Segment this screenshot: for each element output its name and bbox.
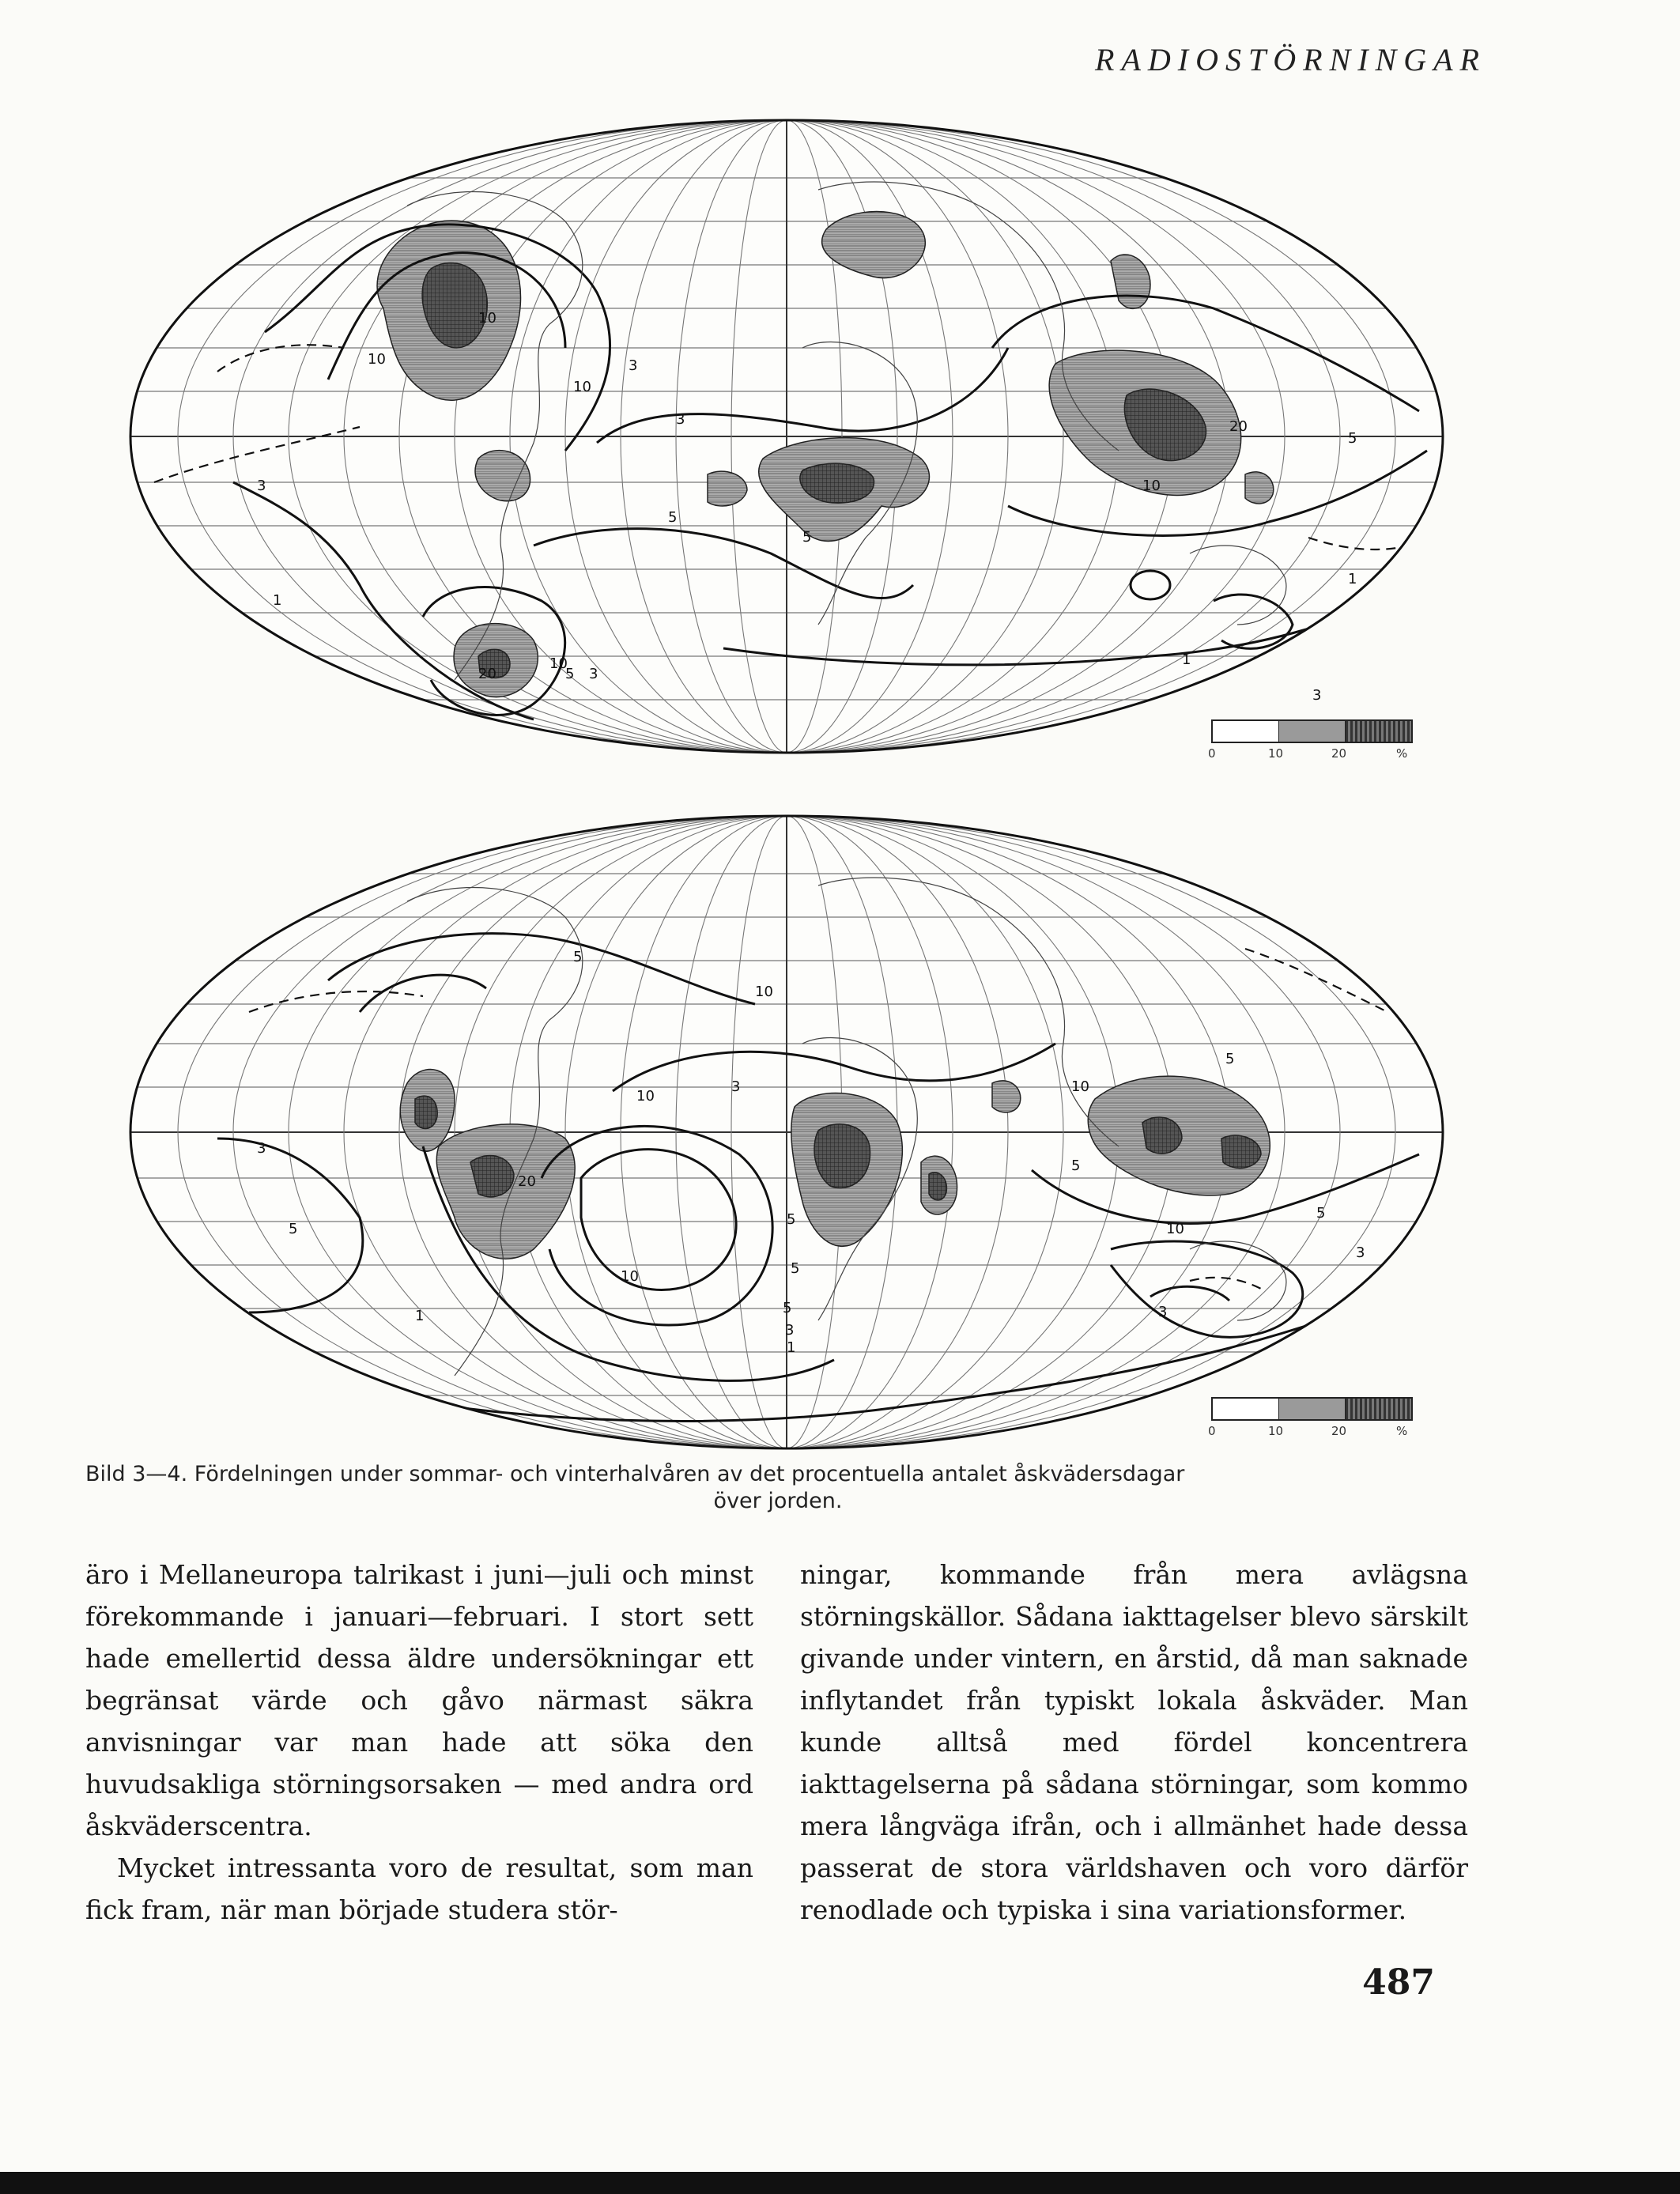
contour-label: 1 bbox=[1182, 651, 1191, 668]
contour-label: 3 bbox=[676, 411, 685, 428]
contour-label: 5 bbox=[1225, 1051, 1235, 1067]
legend-swatch-20-plus bbox=[1346, 721, 1411, 742]
scan-edge-bar bbox=[0, 2172, 1680, 2194]
contour-label: 1 bbox=[273, 592, 282, 609]
contour-label: 20 bbox=[478, 666, 496, 682]
caption-line-1: Bild 3—4. Fördelningen under sommar- och vinterhalvåren av det procentuella antalet åskvädersdagar bbox=[85, 1462, 1185, 1486]
contour-label: 5 bbox=[802, 529, 812, 546]
running-header: RADIOSTÖRNINGAR bbox=[1095, 42, 1486, 77]
body-paragraph: Mycket intressanta voro de resultat, som man fick fram, när man började studera stör- bbox=[85, 1852, 753, 1925]
legend-scale-bar bbox=[1211, 1397, 1413, 1421]
body-column-left bbox=[85, 1554, 753, 1931]
contour-label: 10 bbox=[621, 1268, 639, 1285]
contour-label: 3 bbox=[731, 1078, 741, 1095]
legend-tick: 20 bbox=[1331, 1424, 1347, 1438]
contour-label: 5 bbox=[783, 1300, 792, 1316]
legend-swatch-10-20 bbox=[1279, 1399, 1346, 1419]
contour-label: 10 bbox=[573, 379, 591, 395]
winter-thunderstorm-map bbox=[123, 806, 1451, 1455]
contour-label: 5 bbox=[573, 949, 583, 965]
contour-label: 5 bbox=[1316, 1205, 1326, 1222]
contour-label: 1 bbox=[1348, 571, 1357, 587]
contour-label: 1 bbox=[787, 1339, 796, 1356]
figure-caption bbox=[85, 1461, 1470, 1515]
contour-label: 5 bbox=[668, 509, 678, 526]
winter-map-legend bbox=[1208, 1397, 1413, 1452]
legend-tick: % bbox=[1396, 746, 1408, 761]
summer-map-svg bbox=[123, 111, 1451, 759]
legend-swatch-10-20 bbox=[1279, 721, 1346, 742]
body-paragraph: äro i Mellaneuropa talrikast i juni—juli och minst förekommande i januari—februari. I stort sett hade emellertid dessa äldre undersökningar ett begränsat värde och gåvo närmast säkra anvisningar var man hade att söka den huvudsakliga störningsorsaken — med andra ord åskväderscentra. bbox=[85, 1559, 753, 1841]
legend-tick: 0 bbox=[1208, 1424, 1216, 1438]
caption-line-2: över jorden. bbox=[713, 1489, 843, 1513]
legend-scale-bar bbox=[1211, 719, 1413, 743]
contour-label: 3 bbox=[257, 478, 266, 494]
contour-label: 3 bbox=[629, 357, 638, 374]
contour-label: 10 bbox=[368, 351, 386, 368]
contour-label: 3 bbox=[257, 1140, 266, 1157]
contour-label: 10 bbox=[1071, 1078, 1089, 1095]
summer-thunderstorm-map bbox=[123, 111, 1451, 759]
legend-tick: 10 bbox=[1268, 746, 1284, 761]
contour-label: 5 bbox=[791, 1260, 800, 1277]
legend-tick: 20 bbox=[1331, 746, 1347, 761]
contour-label: 3 bbox=[1158, 1304, 1168, 1320]
contour-label: 5 bbox=[1071, 1157, 1081, 1174]
legend-swatch-0-10 bbox=[1213, 721, 1279, 742]
contour-label: 5 bbox=[565, 666, 575, 682]
contour-label: 3 bbox=[589, 666, 598, 682]
contour-label: 20 bbox=[1229, 418, 1248, 435]
legend-tick: 10 bbox=[1268, 1424, 1284, 1438]
body-column-right bbox=[800, 1554, 1468, 1931]
contour-label: 20 bbox=[518, 1173, 536, 1190]
legend-tick: % bbox=[1396, 1424, 1408, 1438]
contour-label: 10 bbox=[1142, 478, 1161, 494]
summer-map-legend bbox=[1208, 719, 1413, 775]
contour-label: 10 bbox=[478, 310, 496, 327]
contour-label: 3 bbox=[1312, 687, 1322, 704]
legend-tick: 0 bbox=[1208, 746, 1216, 761]
winter-map-svg bbox=[123, 806, 1451, 1455]
contour-label: 10 bbox=[549, 655, 568, 672]
contour-label: 5 bbox=[289, 1221, 298, 1237]
contour-label: 10 bbox=[636, 1088, 655, 1105]
contour-label: 5 bbox=[787, 1211, 796, 1228]
contour-label: 10 bbox=[1166, 1221, 1184, 1237]
contour-label: 5 bbox=[1348, 430, 1357, 447]
body-paragraph: ningar, kommande från mera avlägsna störningskällor. Sådana iakttagelser blevo särskilt givande under vintern, en årstid, då man saknade inflytandet från typiskt lokala åskväder. Man kunde alltså med fördel koncentrera iakttagelserna på sådana störningar, som kommo mera långväga ifrån, och i allmänhet hade dessa passerat de stora världshaven och voro därför renodlade och typiska i sina variationsformer. bbox=[800, 1559, 1468, 1925]
page-number: 487 bbox=[1362, 1962, 1435, 2003]
legend-swatch-20-plus bbox=[1346, 1399, 1411, 1419]
contour-label: 10 bbox=[755, 984, 773, 1000]
contour-label: 3 bbox=[1356, 1244, 1365, 1261]
legend-swatch-0-10 bbox=[1213, 1399, 1279, 1419]
contour-label: 3 bbox=[785, 1322, 795, 1339]
contour-label: 1 bbox=[415, 1308, 425, 1324]
